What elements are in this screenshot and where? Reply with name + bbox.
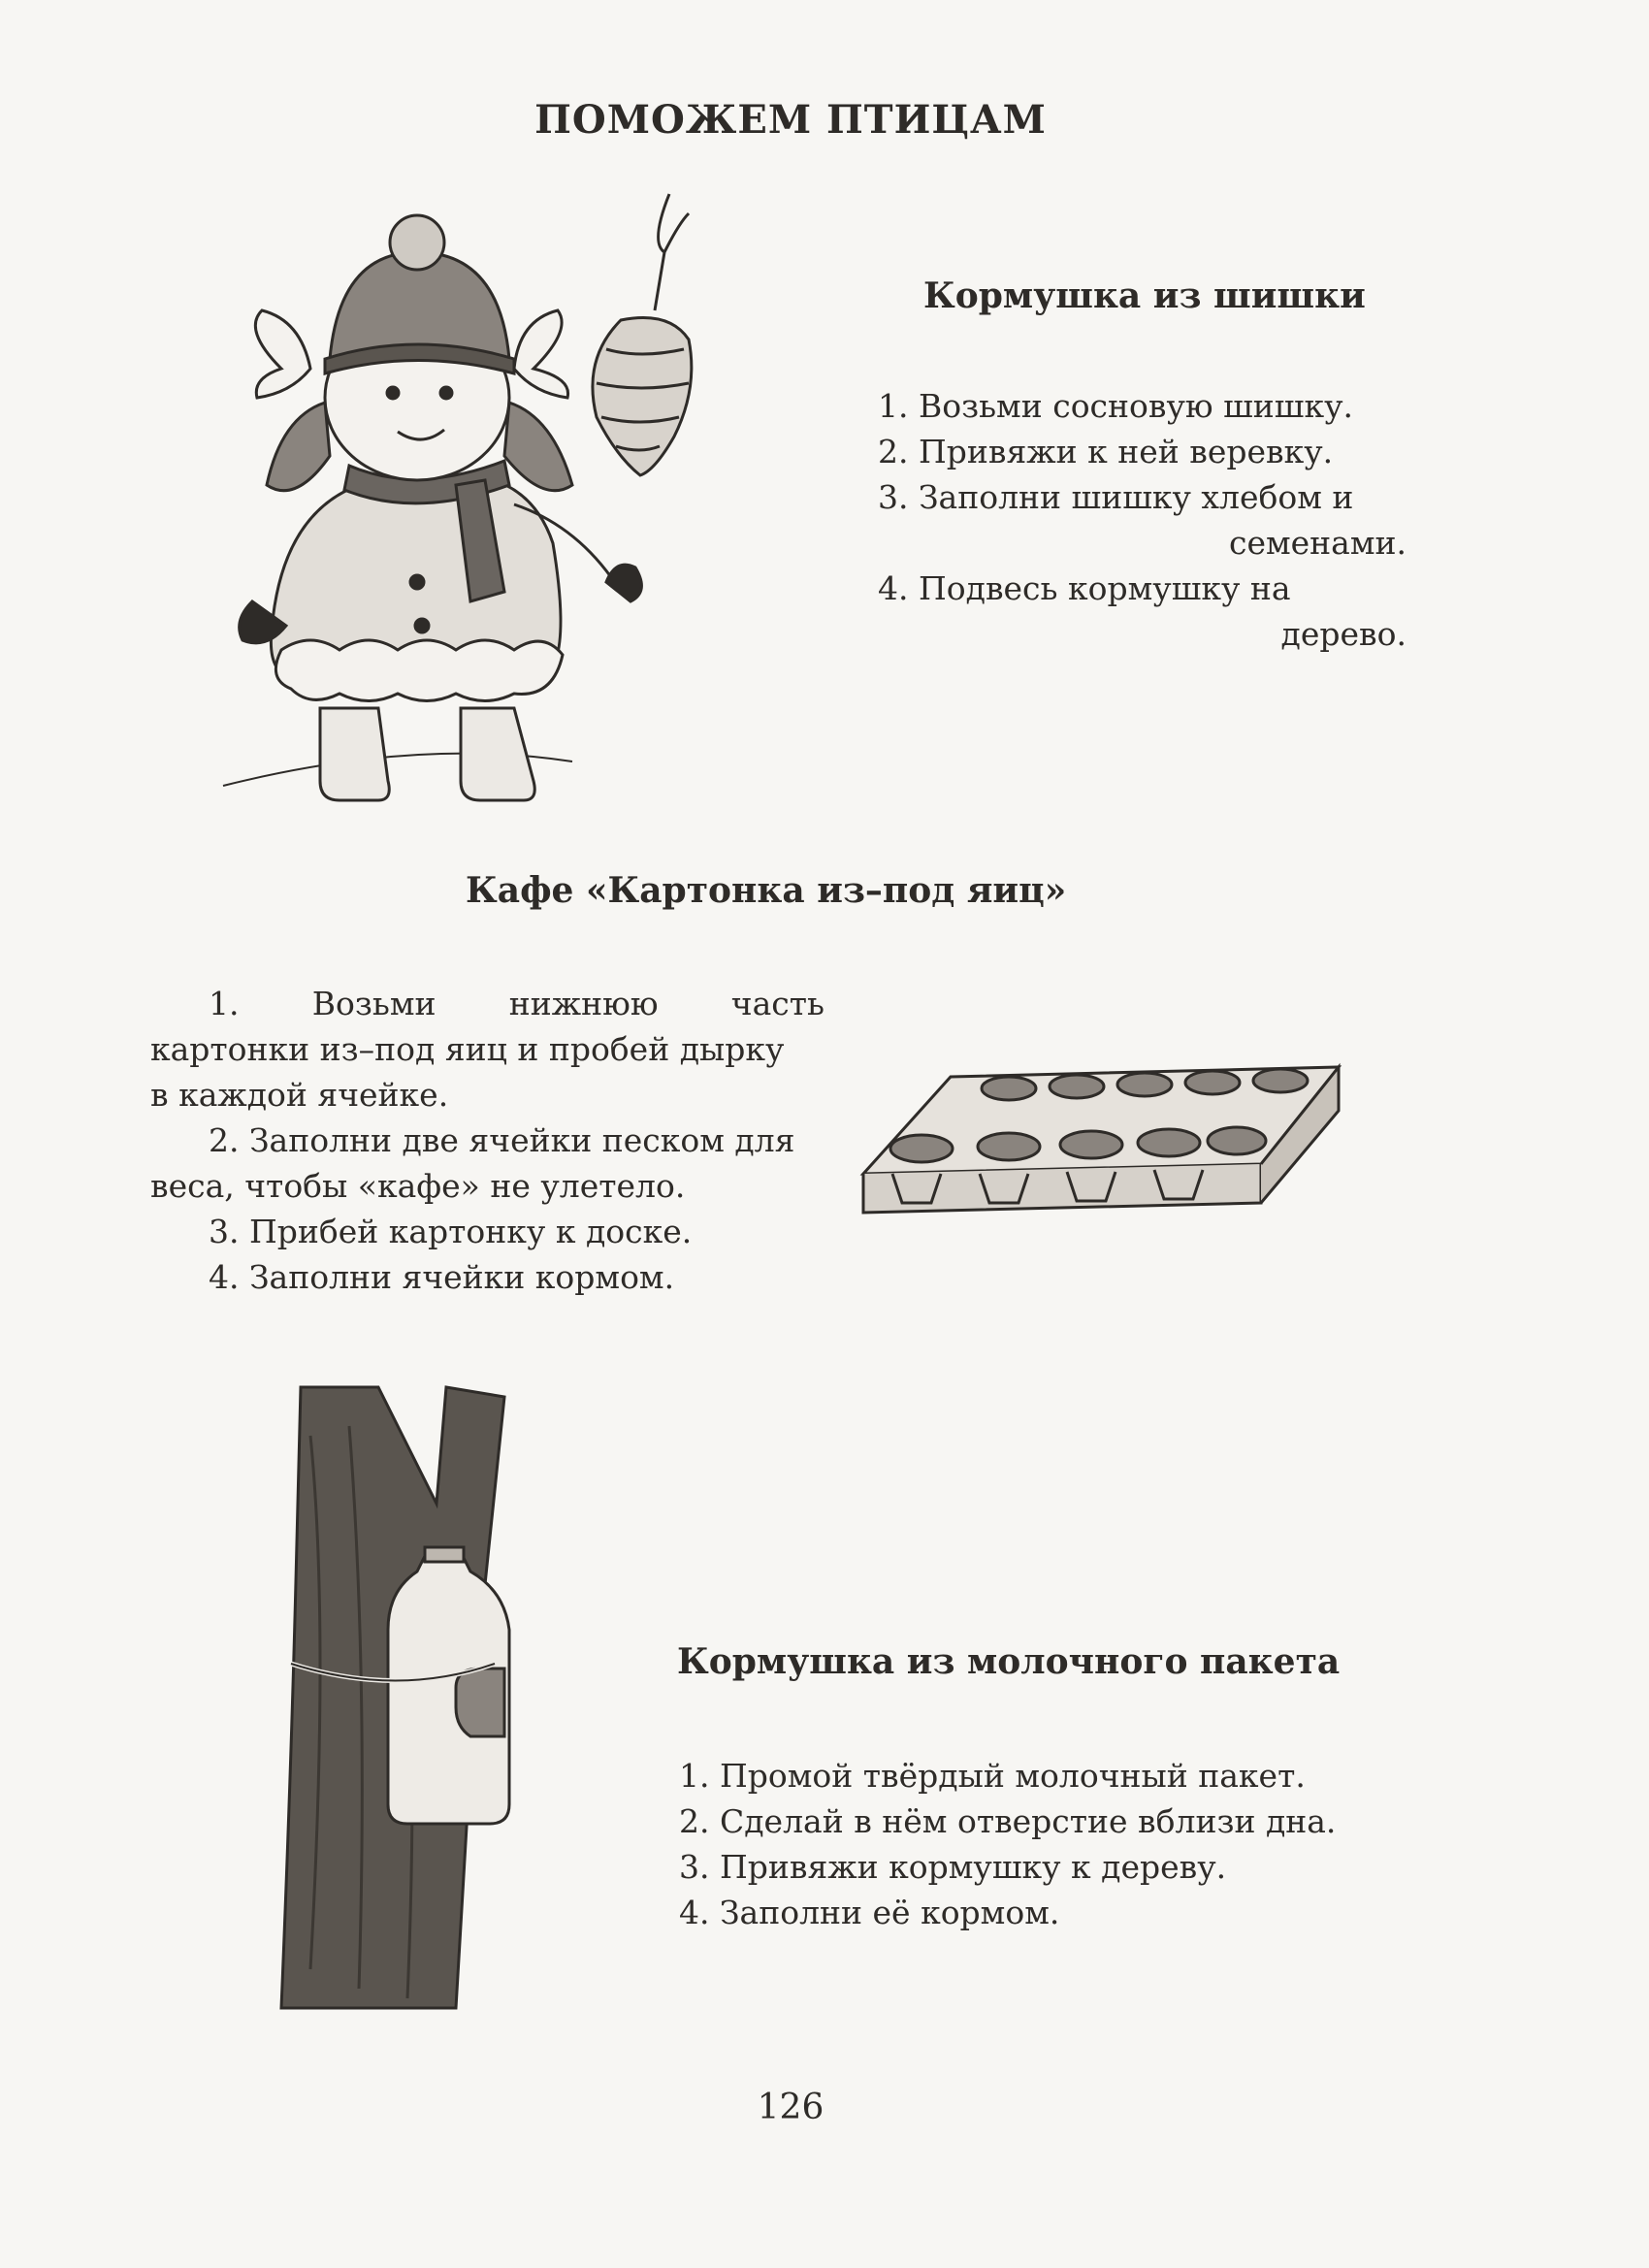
list-item: семенами. — [1228, 524, 1406, 562]
egg-carton-cafe-heading: Кафе «Картонка из–под яиц» — [466, 870, 1067, 911]
list-item: 3. Привяжи кормушку к дереву. — [679, 1848, 1227, 1886]
list-item: дерево. — [1280, 615, 1406, 653]
list-item: 2. Привяжи к ней веревку. — [878, 433, 1334, 470]
list-item: 1. Промой твёрдый молочный пакет. — [679, 1757, 1306, 1795]
list-item: 1. Возьми сосновую шишку. — [878, 387, 1354, 425]
pine-cone-feeder-steps — [878, 383, 1406, 657]
list-item: в каждой ячейке. — [150, 1076, 449, 1114]
list-item: 4. Заполни ячейки кормом. — [209, 1258, 675, 1296]
list-item: 3. Заполни шишку хлебом и — [878, 478, 1354, 516]
girl-with-pine-cone-illustration — [223, 194, 679, 815]
list-item: 4. Заполни её кормом. — [679, 1894, 1060, 1931]
pine-cone-feeder-heading: Кормушка из шишки — [923, 275, 1366, 316]
page-number: 126 — [757, 2088, 824, 2127]
list-item: 2. Сделай в нём отверстие вблизи дна. — [679, 1802, 1337, 1840]
list-item: 2. Заполни две ячейки песком для — [209, 1121, 795, 1159]
bottle-feeder-on-tree-illustration — [272, 1387, 582, 2018]
milk-carton-feeder-steps — [679, 1753, 1336, 1935]
egg-carton-illustration — [854, 1057, 1348, 1232]
list-item: картонки из–под яиц и пробей дырку — [150, 1030, 785, 1068]
page-title: ПОМОЖЕМ ПТИЦАМ — [534, 97, 1047, 143]
list-item: 4. Подвесь кормушку на — [878, 569, 1291, 607]
milk-carton-feeder-heading: Кормушка из молочного пакета — [677, 1641, 1341, 1682]
egg-carton-cafe-steps — [150, 981, 824, 1300]
list-item: 3. Прибей картонку к доске. — [209, 1213, 693, 1250]
list-item: 1. Возьми нижнюю часть — [209, 985, 824, 1022]
list-item: веса, чтобы «кафе» не улетело. — [150, 1167, 686, 1205]
